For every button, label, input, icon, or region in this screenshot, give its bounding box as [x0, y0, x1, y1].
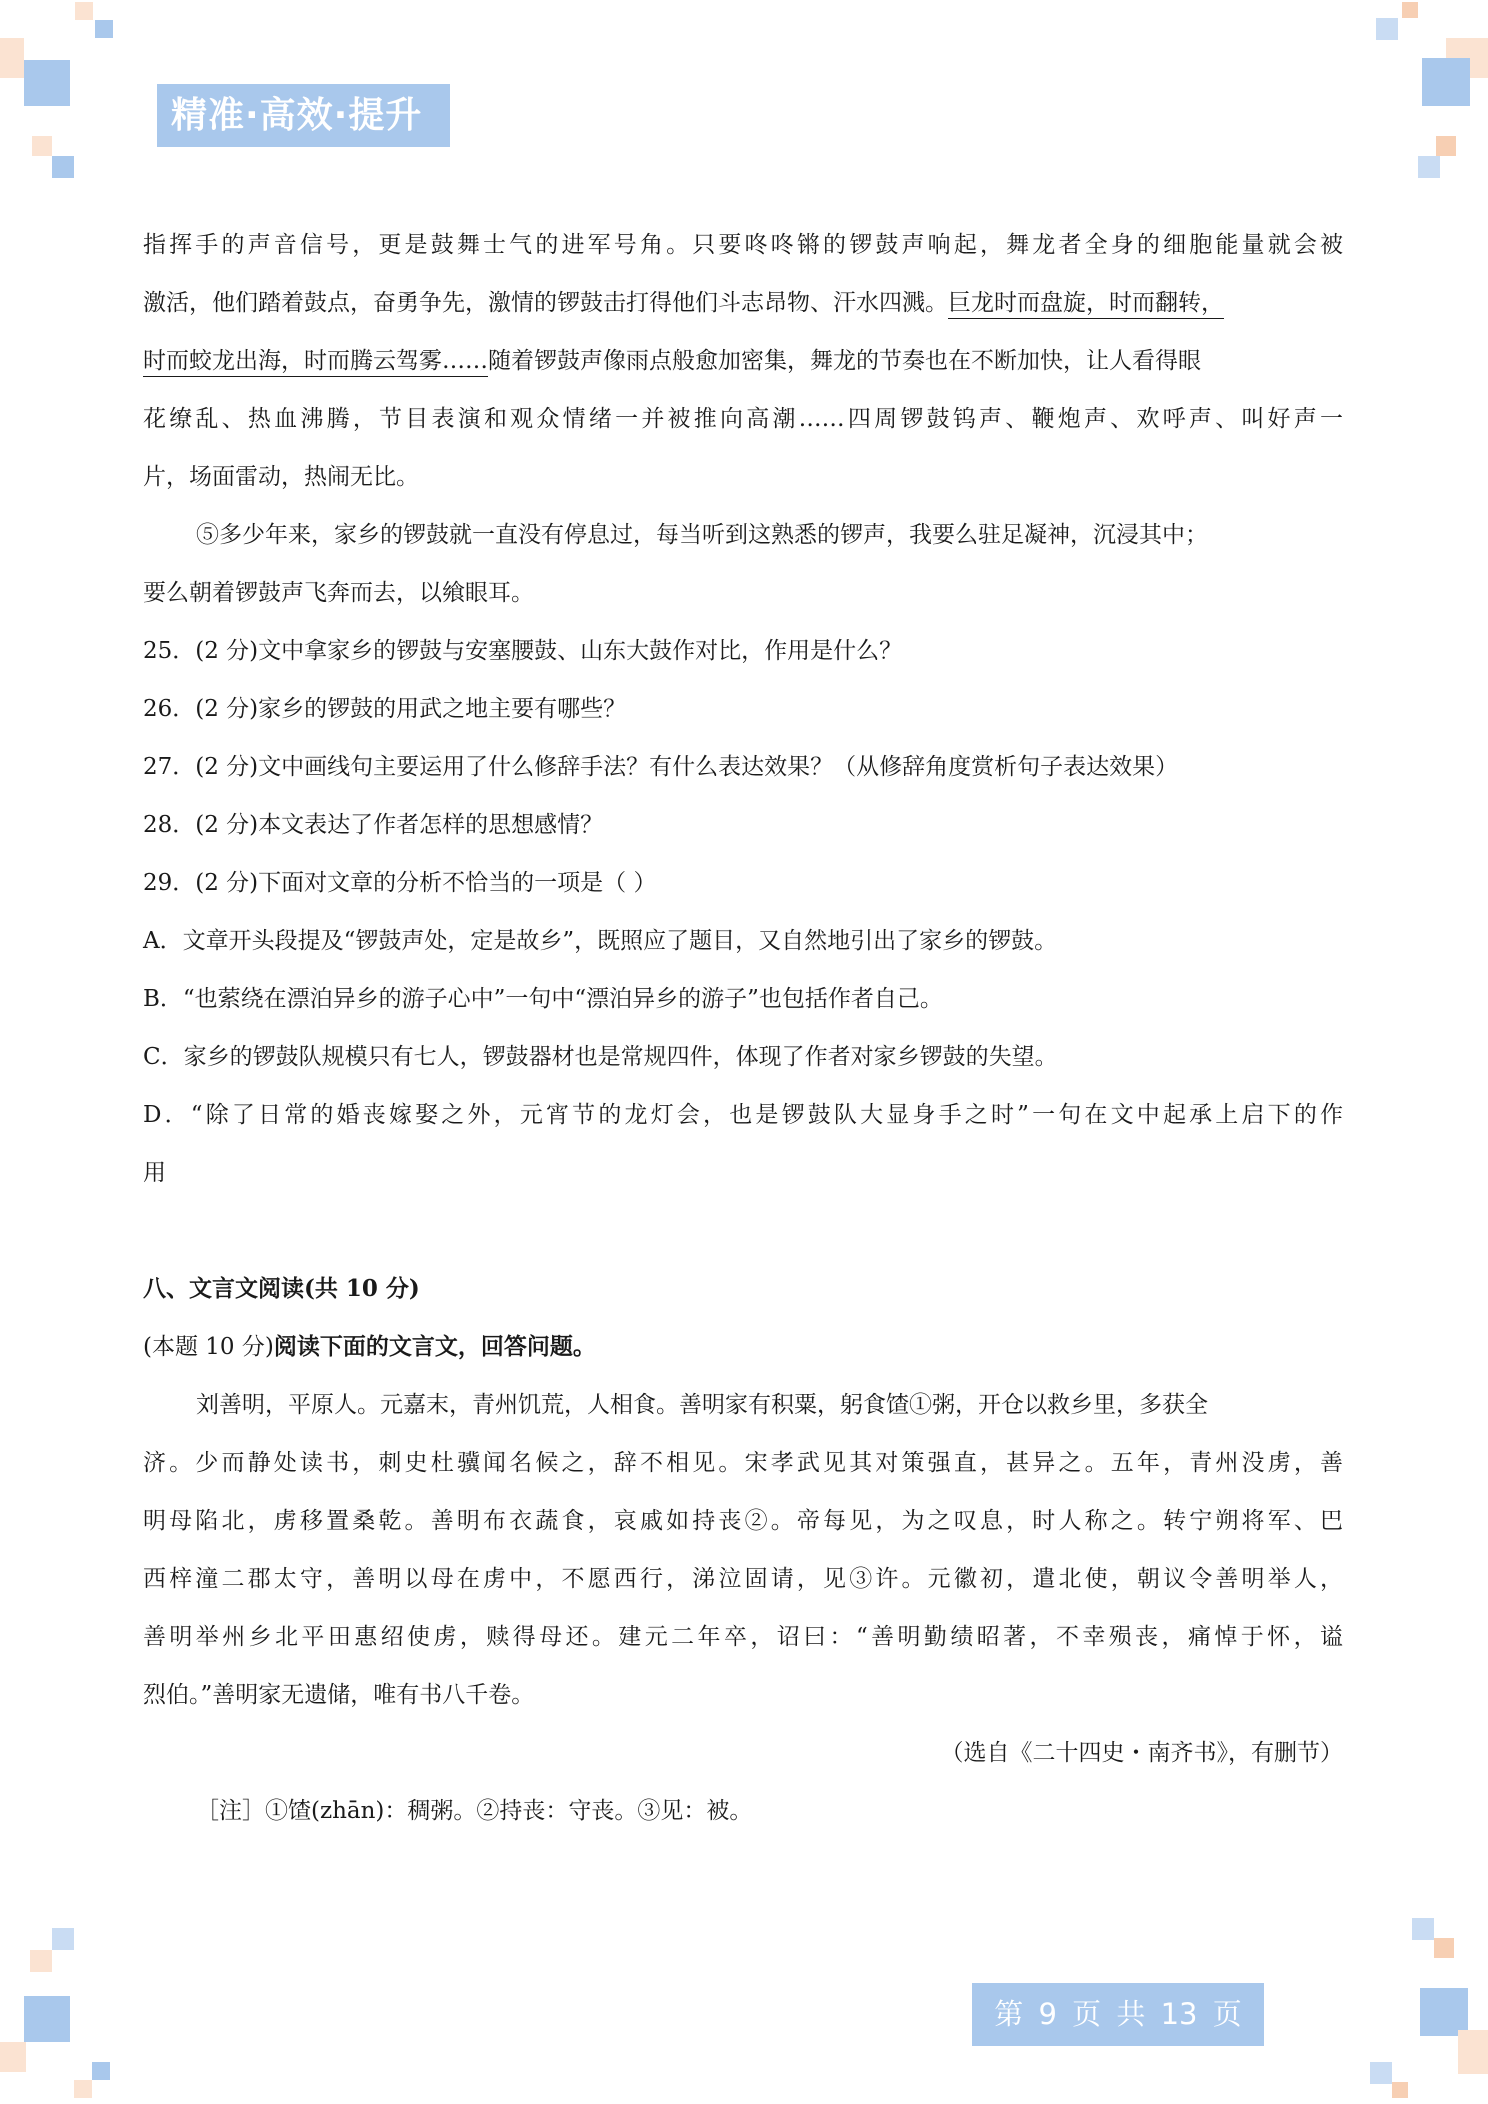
source-citation: （选自《二十四史・南齐书》，有删节）	[940, 1740, 1343, 1766]
annotation-note: ［注］①馇(zhān)：稠粥。②持丧：守丧。③见：被。	[196, 1798, 753, 1824]
passage-line: 要么朝着锣鼓声飞奔而去，以飨眼耳。	[143, 580, 534, 606]
classical-text-line: 刘善明，平原人。元嘉末，青州饥荒，人相食。善明家有积粟，躬食馇①粥，开仓以救乡里，多获全	[196, 1392, 1208, 1418]
intro-score: (本题 10 分)	[143, 1334, 274, 1360]
option-c: C．家乡的锣鼓队规模只有七人，锣鼓器材也是常规四件，体现了作者对家乡锣鼓的失望。	[143, 1044, 1058, 1070]
underlined-sentence: 巨龙时而盘旋，时而翻转，	[948, 290, 1224, 319]
passage-line: 花缭乱、热血沸腾，节目表演和观众情绪一并被推向高潮……四周锣鼓钨声、鞭炮声、欢呼声、叫好声一	[143, 406, 1343, 432]
passage-text: 随着锣鼓声像雨点般愈加密集，舞龙的节奏也在不断加快，让人看得眼	[488, 348, 1201, 374]
question-26: 26．(2 分)家乡的锣鼓的用武之地主要有哪些？	[143, 696, 627, 722]
page-number: 第 9 页 共 13 页	[972, 1983, 1264, 2046]
classical-text-line: 西梓潼二郡太守，善明以母在虏中，不愿西行，涕泣固请，见③许。元徽初，遣北使，朝议令善明举人，	[143, 1566, 1343, 1592]
question-27: 27．(2 分)文中画线句主要运用了什么修辞手法？有什么表达效果？（从修辞角度赏析句子表达效果）	[143, 754, 1179, 780]
question-28: 28．(2 分)本文表达了作者怎样的思想感情？	[143, 812, 604, 838]
option-b: B．“也萦绕在漂泊异乡的游子心中”一句中“漂泊异乡的游子”也包括作者自己。	[143, 986, 943, 1012]
classical-text-line: 济。少而静处读书，刺史杜骥闻名候之，辞不相见。宋孝武见其对策强直，甚异之。五年，青州没虏，善	[143, 1450, 1343, 1476]
passage-text: 激活，他们踏着鼓点，奋勇争先，激情的锣鼓击打得他们斗志昂物、汗水四溅。	[143, 290, 948, 316]
classical-text-line: 明母陷北，虏移置桑乾。善明布衣蔬食，哀戚如持丧②。帝每见，为之叹息，时人称之。转宁朔将军、巴	[143, 1508, 1343, 1534]
question-29: 29．(2 分)下面对文章的分析不恰当的一项是（ ）	[143, 870, 657, 896]
header-banner: 精准·高效·提升	[157, 84, 450, 147]
intro-instruction: 阅读下面的文言文，回答问题。	[273, 1333, 596, 1360]
option-a: A．文章开头段提及“锣鼓声处，定是故乡”，既照应了题目，又自然地引出了家乡的锣鼓。	[143, 928, 1058, 954]
question-25: 25．(2 分)文中拿家乡的锣鼓与安塞腰鼓、山东大鼓作对比，作用是什么？	[143, 638, 903, 664]
classical-text-line: 烈伯。”善明家无遗储，唯有书八千卷。	[143, 1682, 535, 1708]
option-d: D．“除了日常的婚丧嫁娶之外，元宵节的龙灯会，也是锣鼓队大显身手之时”一句在文中起承上启下的作	[143, 1102, 1343, 1128]
section-heading: 八、文言文阅读(共 10 分)	[143, 1275, 420, 1302]
underlined-sentence: 时而蛟龙出海，时而腾云驾雾……	[143, 348, 488, 377]
passage-line: 指挥手的声音信号，更是鼓舞士气的进军号角。只要咚咚锵的锣鼓声响起，舞龙者全身的细胞能量就会被	[143, 232, 1343, 258]
passage-line: ⑤多少年来，家乡的锣鼓就一直没有停息过，每当听到这熟悉的锣声，我要么驻足凝神，沉浸其中；	[196, 522, 1208, 548]
passage-line	[143, 342, 1201, 375]
option-d-continued: 用	[143, 1160, 166, 1186]
passage-line: 片，场面雷动，热闹无比。	[143, 464, 419, 490]
classical-text-line: 善明举州乡北平田惠绍使虏，赎得母还。建元二年卒，诏曰：“善明勤绩昭著，不幸殒丧，痛悼于怀，谥	[143, 1624, 1343, 1650]
section-intro	[143, 1328, 596, 1361]
passage-line	[143, 284, 1224, 317]
